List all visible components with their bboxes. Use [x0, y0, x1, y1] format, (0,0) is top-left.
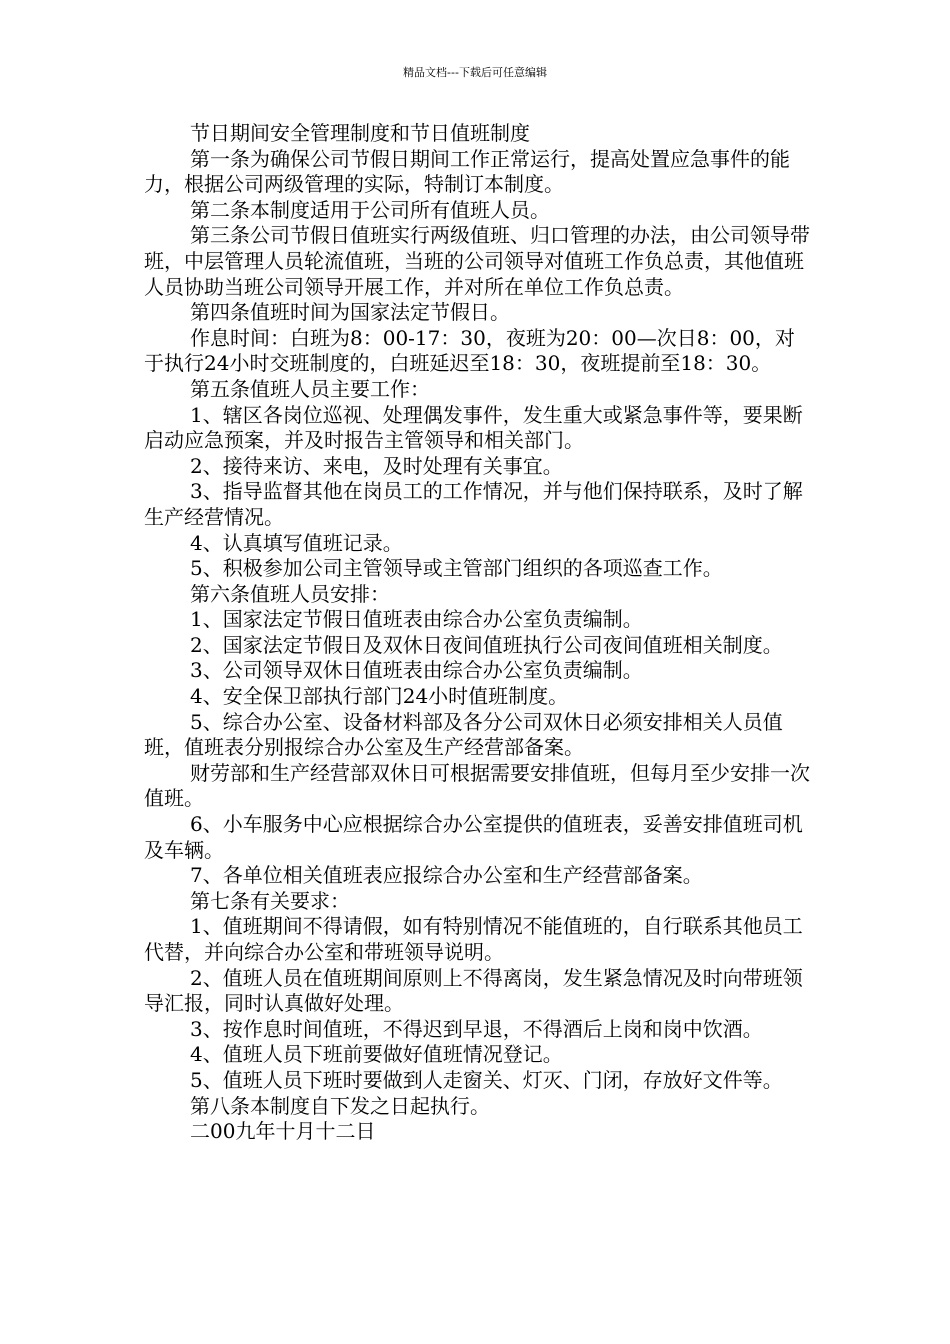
paragraph: 3、指导监督其他在岗员工的工作情况，并与他们保持联系，及时了解生产经营情况。 — [144, 479, 803, 529]
paragraph: 5、值班人员下班时要做到人走窗关、灯灭、门闭，存放好文件等。 — [190, 1067, 783, 1092]
document-body — [144, 121, 812, 1145]
paragraph: 1、国家法定节假日值班表由综合办公室负责编制。 — [190, 607, 643, 632]
paragraph: 作息时间：白班为8：00-17：30，夜班为20：00—次日8：00，对于执行24小时交班制度的，白班延迟至18：30，夜班提前至18：30。 — [144, 325, 795, 376]
page-header: 精品文档---下载后可任意编辑 — [403, 66, 547, 79]
paragraph: 5、积极参加公司主管领导或主管部门组织的各项巡查工作。 — [190, 556, 723, 581]
paragraph: 财劳部和生产经营部双休日可根据需要安排值班，但每月至少安排一次值班。 — [144, 760, 810, 811]
paragraph: 2、值班人员在值班期间原则上不得离岗，发生紧急情况及时向带班领导汇报，同时认真做好处理。 — [144, 965, 803, 1016]
paragraph: 3、公司领导双休日值班表由综合办公室负责编制。 — [190, 658, 643, 683]
paragraph: 4、认真填写值班记录。 — [190, 530, 403, 555]
paragraph: 4、安全保卫部执行部门24小时值班制度。 — [190, 684, 569, 709]
paragraph: 5、综合办公室、设备材料部及各分公司双休日必须安排相关人员值班，值班表分别报综合办公室及生产经营部备案。 — [144, 709, 783, 760]
paragraph: 第一条为确保公司节假日期间工作正常运行，提高处置应急事件的能力，根据公司两级管理的实际，特制订本制度。 — [144, 146, 790, 197]
document-date: 二00九年十月十二日 — [190, 1119, 376, 1144]
paragraph: 第三条公司节假日值班实行两级值班、归口管理的办法，由公司领导带班，中层管理人员轮流值班，当班的公司领导对值班工作负总责，其他值班人员协助当班公司领导开展工作，并对所在单位工作负总责。 — [144, 223, 810, 299]
paragraph: 1、值班期间不得请假，如有特别情况不能值班的，自行联系其他员工代替，并向综合办公室和带班领导说明。 — [144, 914, 803, 964]
paragraph: 2、国家法定节假日及双休日夜间值班执行公司夜间值班相关制度。 — [190, 632, 783, 657]
paragraph: 第四条值班时间为国家法定节假日。 — [190, 300, 510, 325]
paragraph: 1、辖区各岗位巡视、处理偶发事件，发生重大或紧急事件等，要果断启动应急预案，并及时报告主管领导和相关部门。 — [144, 402, 803, 453]
paragraph: 7、各单位相关值班表应报综合办公室和生产经营部备案。 — [190, 863, 703, 888]
paragraph: 第七条有关要求： — [190, 888, 350, 913]
paragraph: 6、小车服务中心应根据综合办公室提供的值班表，妥善安排值班司机及车辆。 — [144, 812, 803, 862]
paragraph: 第二条本制度适用于公司所有值班人员。 — [190, 197, 550, 222]
paragraph: 4、值班人员下班前要做好值班情况登记。 — [190, 1042, 563, 1067]
paragraph: 第六条值班人员安排： — [190, 581, 390, 606]
paragraph: 第八条本制度自下发之日起执行。 — [190, 1093, 490, 1118]
document-title: 节日期间安全管理制度和节日值班制度 — [190, 121, 530, 145]
paragraph: 第五条值班人员主要工作： — [190, 376, 430, 401]
paragraph: 3、按作息时间值班，不得迟到早退，不得酒后上岗和岗中饮酒。 — [190, 1016, 763, 1041]
paragraph: 2、接待来访、来电，及时处理有关事宜。 — [190, 453, 563, 478]
